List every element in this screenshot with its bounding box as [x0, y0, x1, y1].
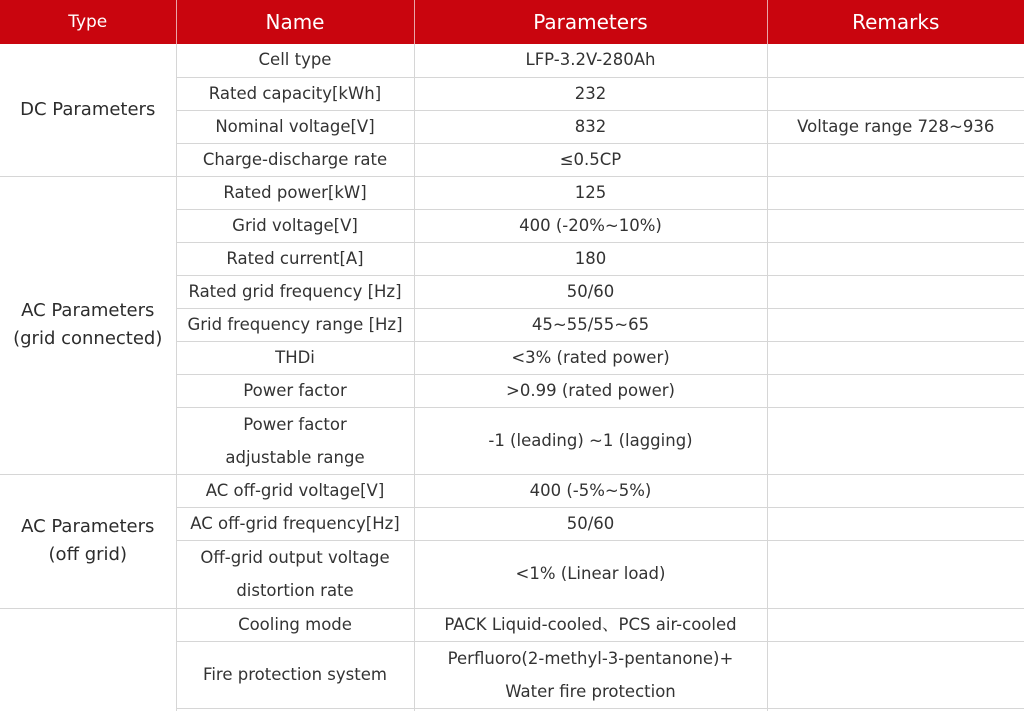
row-name-line: Power factor	[243, 414, 347, 434]
row-parameter: 50/60	[414, 275, 767, 308]
row-remark	[767, 143, 1024, 176]
row-remark	[767, 474, 1024, 507]
row-name: Rated current[A]	[176, 242, 414, 275]
table-row	[0, 176, 1024, 209]
row-remark	[767, 308, 1024, 341]
header-type: Type	[0, 0, 176, 44]
group-other	[0, 608, 176, 711]
row-remark	[767, 608, 1024, 641]
group-label: DC Parameters	[20, 98, 156, 120]
row-name: Charge-discharge rate	[176, 143, 414, 176]
row-parameter: 400 (-20%~10%)	[414, 209, 767, 242]
row-name: Cooling mode	[176, 608, 414, 641]
row-name: Rated power[kW]	[176, 176, 414, 209]
group-label-sub: (grid connected)	[13, 328, 163, 349]
row-name	[176, 407, 414, 474]
row-remark	[767, 44, 1024, 77]
table-header	[0, 0, 1024, 44]
row-parameter: <1% (Linear load)	[414, 540, 767, 608]
header-remarks: Remarks	[767, 0, 1024, 44]
row-remark	[767, 275, 1024, 308]
row-remark	[767, 540, 1024, 608]
row-name: AC off-grid voltage[V]	[176, 474, 414, 507]
row-parameter: 125	[414, 176, 767, 209]
row-parameter: 232	[414, 77, 767, 110]
row-name: Fire protection system	[176, 641, 414, 708]
row-name-line: adjustable range	[225, 447, 365, 467]
row-parameter	[414, 641, 767, 708]
row-name	[176, 540, 414, 608]
table-row	[0, 474, 1024, 507]
row-parameter: -1 (leading) ~1 (lagging)	[414, 407, 767, 474]
row-remark	[767, 641, 1024, 708]
header-parameters: Parameters	[414, 0, 767, 44]
group-ac-grid-connected	[0, 176, 176, 474]
row-remark: Voltage range 728~936	[767, 110, 1024, 143]
row-name-line: distortion rate	[236, 581, 354, 600]
row-parameter: PACK Liquid-cooled、PCS air-cooled	[414, 608, 767, 641]
row-name-line: Off-grid output voltage	[200, 548, 390, 567]
group-ac-off-grid	[0, 474, 176, 608]
row-remark	[767, 242, 1024, 275]
row-name: Power factor	[176, 374, 414, 407]
row-parameter: 400 (-5%~5%)	[414, 474, 767, 507]
row-name: Rated capacity[kWh]	[176, 77, 414, 110]
header-name: Name	[176, 0, 414, 44]
row-name: AC off-grid frequency[Hz]	[176, 507, 414, 540]
row-name: Grid frequency range [Hz]	[176, 308, 414, 341]
row-name: Cell type	[176, 44, 414, 77]
row-remark	[767, 209, 1024, 242]
group-label-sub: (off grid)	[48, 544, 127, 565]
row-name: Rated grid frequency [Hz]	[176, 275, 414, 308]
row-parameter: 180	[414, 242, 767, 275]
row-remark	[767, 507, 1024, 540]
table-body	[0, 44, 1024, 711]
row-remark	[767, 374, 1024, 407]
row-parameter-line: Perfluoro(2-methyl-3-pentanone)+	[447, 648, 734, 668]
row-parameter: >0.99 (rated power)	[414, 374, 767, 407]
table-row	[0, 608, 1024, 641]
row-parameter: 50/60	[414, 507, 767, 540]
row-remark	[767, 176, 1024, 209]
row-remark	[767, 407, 1024, 474]
table-row	[0, 44, 1024, 77]
group-dc-parameters	[0, 44, 176, 176]
row-parameter: 832	[414, 110, 767, 143]
group-label: AC Parameters	[21, 300, 155, 321]
row-parameter-line: Water fire protection	[505, 681, 676, 701]
row-parameter: ≤0.5CP	[414, 143, 767, 176]
row-parameter: LFP-3.2V-280Ah	[414, 44, 767, 77]
row-parameter: 45~55/55~65	[414, 308, 767, 341]
group-label: AC Parameters	[21, 516, 155, 537]
row-remark	[767, 341, 1024, 374]
row-name: Nominal voltage[V]	[176, 110, 414, 143]
row-name: THDi	[176, 341, 414, 374]
row-name: Grid voltage[V]	[176, 209, 414, 242]
row-remark	[767, 77, 1024, 110]
row-parameter: <3% (rated power)	[414, 341, 767, 374]
